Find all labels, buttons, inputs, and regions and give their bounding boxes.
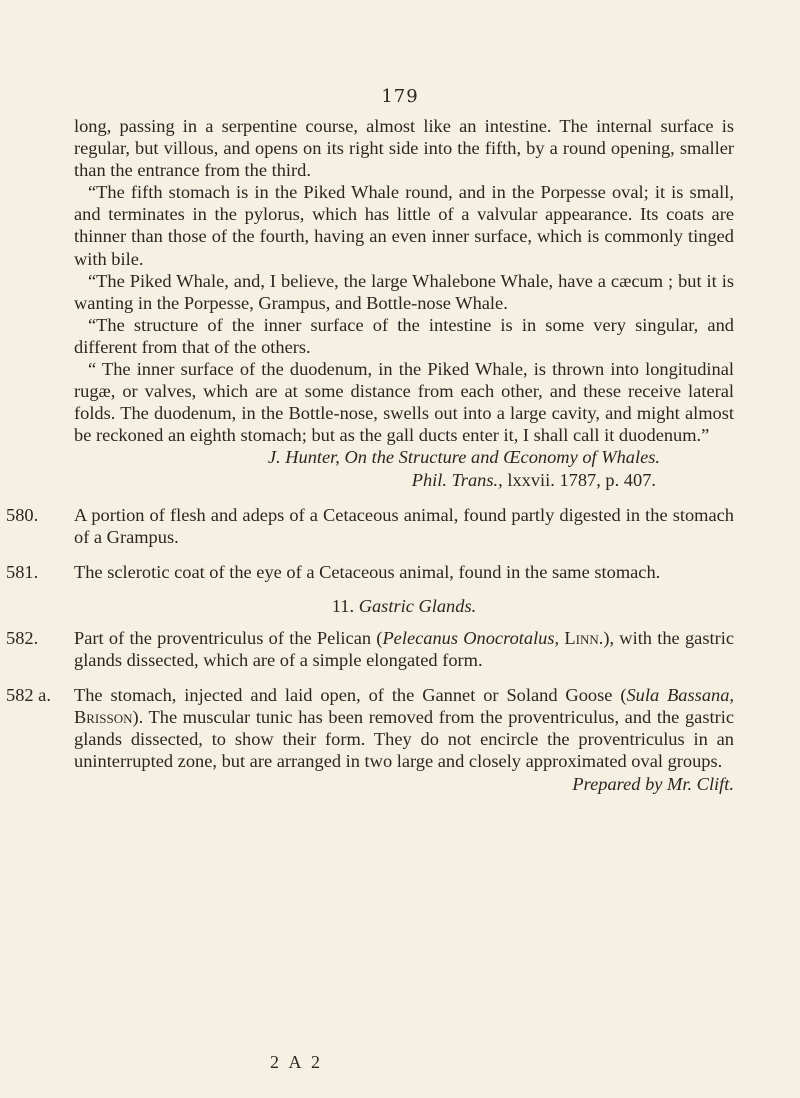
citation-work: On the Structure and Œconomy of Whales. (344, 447, 660, 468)
entry-number: 580. (6, 504, 39, 525)
species-authority: Brisson (74, 707, 133, 728)
signature-mark: 2 A 2 (270, 1052, 324, 1072)
catalogue-entry-582a (6, 684, 734, 794)
section-number: 11. (331, 595, 355, 616)
entry-text-start: Part of the proventriculus of the Pelican ( (74, 627, 383, 648)
citation-author: J. Hunter, (267, 447, 340, 468)
species-authority: Linn. (564, 627, 604, 648)
section-heading (74, 595, 734, 617)
species-name: Sula Bassana, (626, 685, 734, 706)
section-title: Gastric Glands. (358, 595, 477, 616)
entry-text: A portion of flesh and adeps of a Cetaceous animal, found partly digested in the stomach of a Grampus. (74, 504, 734, 547)
catalogue-entry-580 (6, 504, 734, 548)
species-name: Pelecanus Onocrotalus, (382, 627, 560, 648)
entry-text-start: The stomach, injected and laid open, of the Gannet or Soland Goose ( (74, 685, 627, 706)
entry-text-end: ). The muscular tunic has been removed from the proventriculus, and the gastric glands dissected, to show their form. They do not encircle the proventriculus in an uninterrupted zone, but are arranged in two large and closely approximated oval groups. (74, 707, 734, 772)
prepared-by: Prepared by Mr. Clift. (572, 773, 734, 794)
citation-journal: Phil. Trans., (411, 469, 503, 490)
entry-text-end: ), with the gastric glands dissected, which are of a simple elongated form. (74, 627, 734, 671)
page-body (6, 115, 734, 795)
paragraph-caecum: “The Piked Whale, and, I believe, the large Whalebone Whale, have a cæcum ; but it is wanting in the Porpesse, Grampus, and Bottle-nose Whale. (74, 270, 734, 313)
entry-number: 581. (6, 561, 39, 582)
entry-text (74, 684, 734, 772)
paragraph-duodenum: “ The inner surface of the duodenum, in the Piked Whale, is thrown into longitudinal rugæ, or valves, which are at some distance from each other, and these receive lateral folds. The duodenum, in the Bottle-nose, swells out into a large cavity, and might almost be reckoned an eighth stomach; but as the gall ducts enter it, I shall call it duodenum.” (74, 359, 734, 446)
paragraph-fifth-stomach: “The fifth stomach is in the Piked Whale round, and in the Porpesse oval; it is small, and terminates in the pylorus, which has little of a valvular appearance. Its coats are thinner than those of the fourth, having an even inner surface, which is commonly tinged with bile. (74, 182, 734, 269)
entry-text: The sclerotic coat of the eye of a Cetaceous animal, found in the same stomach. (74, 561, 661, 582)
paragraph-continuation: long, passing in a serpentine course, almost like an intestine. The internal surface is regular, but villous, and opens on its right side into the fifth, by a round opening, smaller than the entrance from the third. (74, 116, 734, 181)
entry-number: 582 a. (6, 685, 51, 706)
citation-details: lxxvii. 1787, p. 407. (507, 469, 656, 490)
entry-text (74, 627, 734, 671)
entry-number: 582. (6, 627, 39, 648)
citation-line-1 (74, 446, 734, 468)
citation-line-2 (74, 469, 734, 491)
catalogue-entry-582 (6, 627, 734, 671)
catalogue-entry-581 (6, 561, 734, 583)
page-number: 179 (381, 86, 419, 107)
paragraph-intestine: “The structure of the inner surface of the intestine is in some very singular, and different from that of the others. (74, 314, 734, 357)
